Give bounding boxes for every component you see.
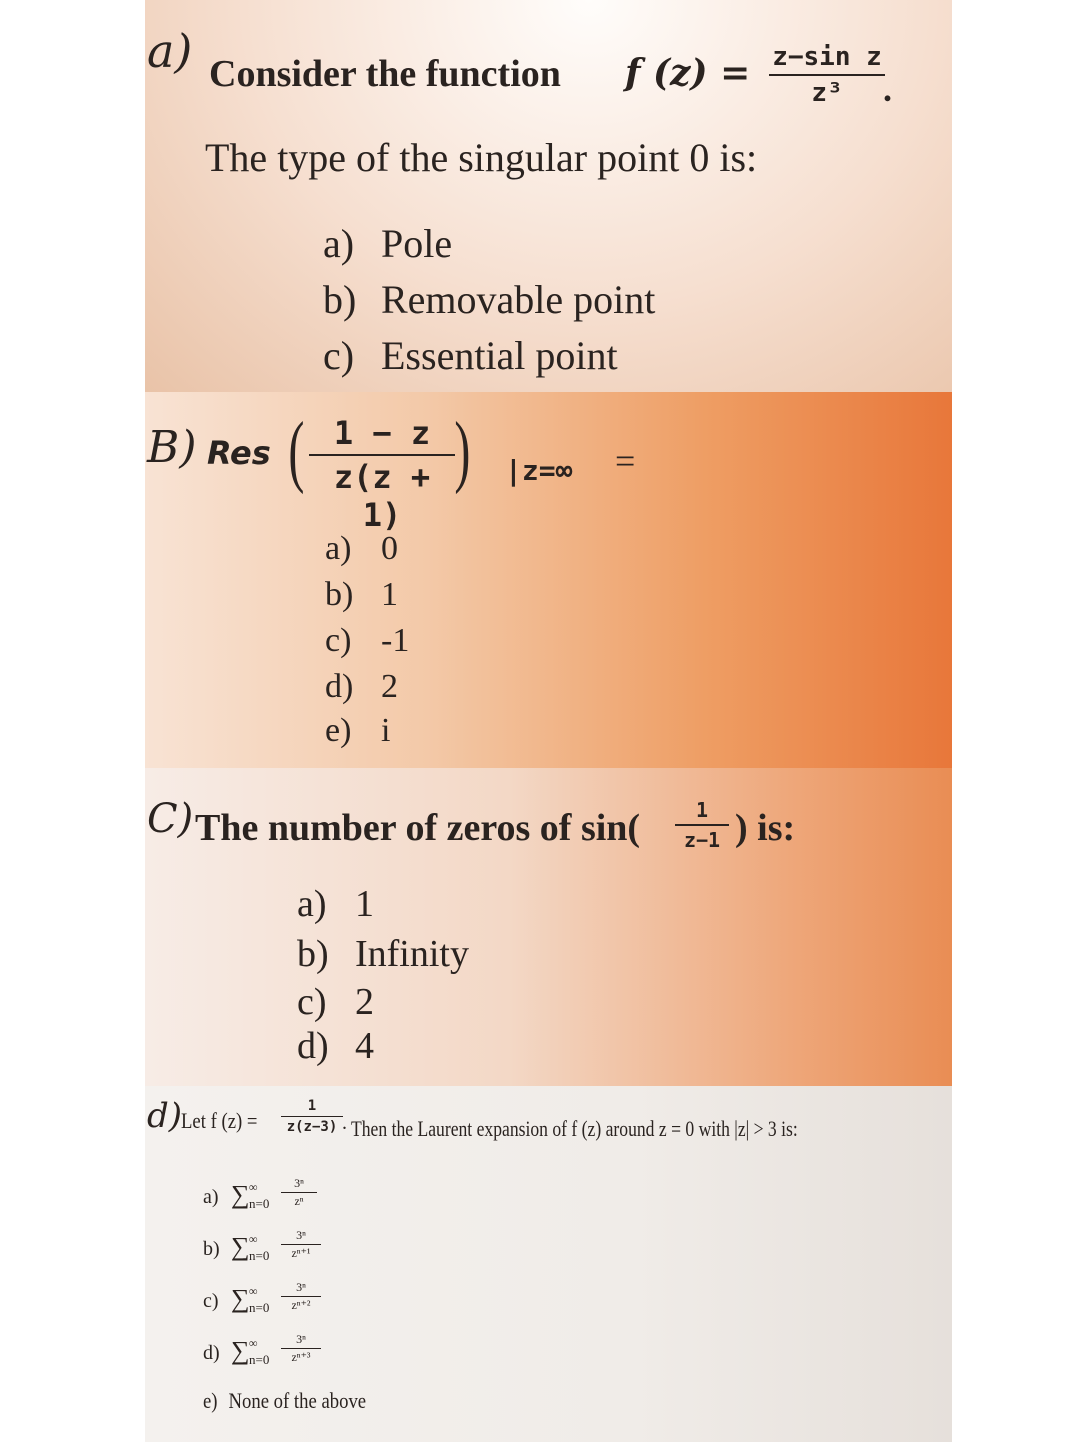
sum-lower: n=0 — [249, 1300, 270, 1315]
option-letter: d) — [325, 668, 354, 705]
question-c-fraction — [675, 798, 729, 852]
question-a-option-b — [323, 276, 655, 323]
question-d-label: d) — [147, 1096, 183, 1136]
question-a-question: The type of the singular point 0 is: — [205, 135, 758, 180]
option-text: -1 — [381, 622, 410, 659]
term-denominator: zⁿ — [294, 1194, 304, 1208]
fraction-bar — [281, 1296, 321, 1297]
question-c-label: C) — [147, 796, 194, 842]
question-d-period: . — [342, 1112, 347, 1134]
sum-lower: n=0 — [249, 1248, 270, 1263]
question-d-panel — [145, 1086, 952, 1442]
question-b-option-e — [325, 712, 390, 750]
question-c-option-c — [297, 980, 374, 1024]
option-text: Pole — [381, 221, 453, 266]
term-fraction — [281, 1228, 321, 1261]
sum-symbol: ∑ — [231, 1232, 250, 1261]
question-b-close-paren: ) — [454, 407, 471, 495]
option-letter: a) — [203, 1186, 219, 1208]
question-a-function-name: f (z) = — [625, 52, 751, 94]
question-c-tail: ) is: — [735, 807, 796, 849]
term-fraction — [281, 1280, 321, 1313]
option-text: 2 — [381, 668, 398, 705]
question-b-denominator: z(z + 1) — [333, 458, 431, 534]
option-text: 2 — [355, 981, 374, 1023]
question-b-equals: = — [615, 441, 636, 481]
option-letter: b) — [297, 933, 329, 975]
question-c-panel — [145, 768, 952, 1086]
question-d-numerator: 1 — [307, 1098, 317, 1114]
option-letter: d) — [203, 1342, 220, 1364]
sum-upper: ∞ — [249, 1284, 258, 1298]
fraction-bar — [769, 74, 885, 76]
sum-upper: ∞ — [249, 1232, 258, 1246]
option-letter: d) — [297, 1025, 329, 1067]
option-letter: a) — [323, 221, 355, 266]
option-letter: e) — [203, 1388, 218, 1413]
option-text: i — [381, 712, 391, 749]
option-letter: b) — [203, 1238, 220, 1260]
question-b-label: B) — [147, 422, 197, 473]
term-numerator: 3ⁿ — [296, 1332, 306, 1346]
option-text: 4 — [355, 1025, 374, 1067]
question-a-numerator: z−sin z — [772, 42, 882, 72]
question-c-option-d — [297, 1024, 374, 1068]
term-fraction — [281, 1176, 317, 1209]
term-numerator: 3ⁿ — [296, 1228, 306, 1242]
question-a-label: a) — [147, 24, 193, 78]
question-d-denominator: z(z−3) — [286, 1119, 338, 1135]
question-c-option-a — [297, 882, 374, 926]
option-text: Removable point — [381, 277, 656, 322]
question-a-intro: Consider the function — [209, 53, 561, 95]
question-d-intro: Let f (z) = — [181, 1108, 258, 1133]
sum-symbol: ∑ — [231, 1336, 250, 1365]
term-numerator: 3ⁿ — [296, 1280, 306, 1294]
sum-symbol: ∑ — [231, 1180, 250, 1209]
sum-upper: ∞ — [249, 1336, 258, 1350]
question-a-fraction — [769, 42, 885, 108]
question-c-text: The number of zeros of sin( — [195, 807, 641, 849]
term-fraction — [281, 1332, 321, 1365]
question-a-panel — [145, 0, 952, 392]
option-letter: c) — [323, 333, 355, 378]
question-d-option-e — [203, 1388, 366, 1414]
option-letter: c) — [325, 622, 352, 659]
sum-symbol: ∑ — [231, 1284, 250, 1313]
question-a-option-c — [323, 332, 618, 379]
option-letter: a) — [297, 883, 327, 925]
question-b-open-paren: ( — [288, 407, 305, 495]
term-numerator: 3ⁿ — [294, 1176, 304, 1190]
question-c-option-b — [297, 932, 469, 976]
option-letter: b) — [323, 277, 357, 322]
fraction-bar — [281, 1192, 317, 1193]
option-text: Infinity — [355, 933, 469, 975]
option-letter: c) — [203, 1290, 219, 1312]
option-text: 1 — [381, 576, 398, 613]
option-letter: e) — [325, 712, 352, 749]
option-text: None of the above — [228, 1388, 367, 1413]
option-text: Essential point — [381, 333, 618, 378]
term-denominator: zⁿ⁺³ — [291, 1350, 311, 1364]
question-b-option-a — [325, 530, 398, 568]
question-b-res: Res — [207, 434, 271, 472]
term-denominator: zⁿ⁺² — [291, 1298, 311, 1312]
fraction-bar — [281, 1348, 321, 1349]
question-c-numerator: 1 — [695, 798, 709, 822]
question-b-eval: |z=∞ — [505, 454, 573, 487]
question-b-panel — [145, 392, 952, 768]
option-text: 1 — [355, 883, 374, 925]
question-a-dot: . — [883, 69, 892, 109]
sum-lower: n=0 — [249, 1196, 270, 1211]
question-b-option-b — [325, 576, 398, 614]
option-letter: b) — [325, 576, 354, 613]
sum-upper: ∞ — [249, 1180, 258, 1194]
fraction-bar — [309, 454, 455, 456]
question-b-option-d — [325, 668, 398, 706]
fraction-bar — [281, 1244, 321, 1245]
question-b-fraction — [309, 414, 455, 534]
question-d-question: Then the Laurent expansion of f (z) around z = 0 with |z| > 3 is: — [351, 1116, 798, 1141]
fraction-bar — [675, 824, 729, 826]
question-b-option-c — [325, 622, 409, 660]
question-a-option-a — [323, 220, 452, 267]
question-c-denominator: z−1 — [683, 828, 721, 852]
option-letter: a) — [325, 530, 352, 567]
option-text: 0 — [381, 530, 398, 567]
sum-lower: n=0 — [249, 1352, 270, 1367]
fraction-bar — [281, 1116, 343, 1117]
question-b-numerator: 1 − z — [333, 414, 431, 452]
question-d-fraction — [281, 1098, 343, 1135]
term-denominator: zⁿ⁺¹ — [291, 1246, 311, 1260]
question-a-denominator: z³ — [811, 78, 843, 108]
option-letter: c) — [297, 981, 327, 1023]
